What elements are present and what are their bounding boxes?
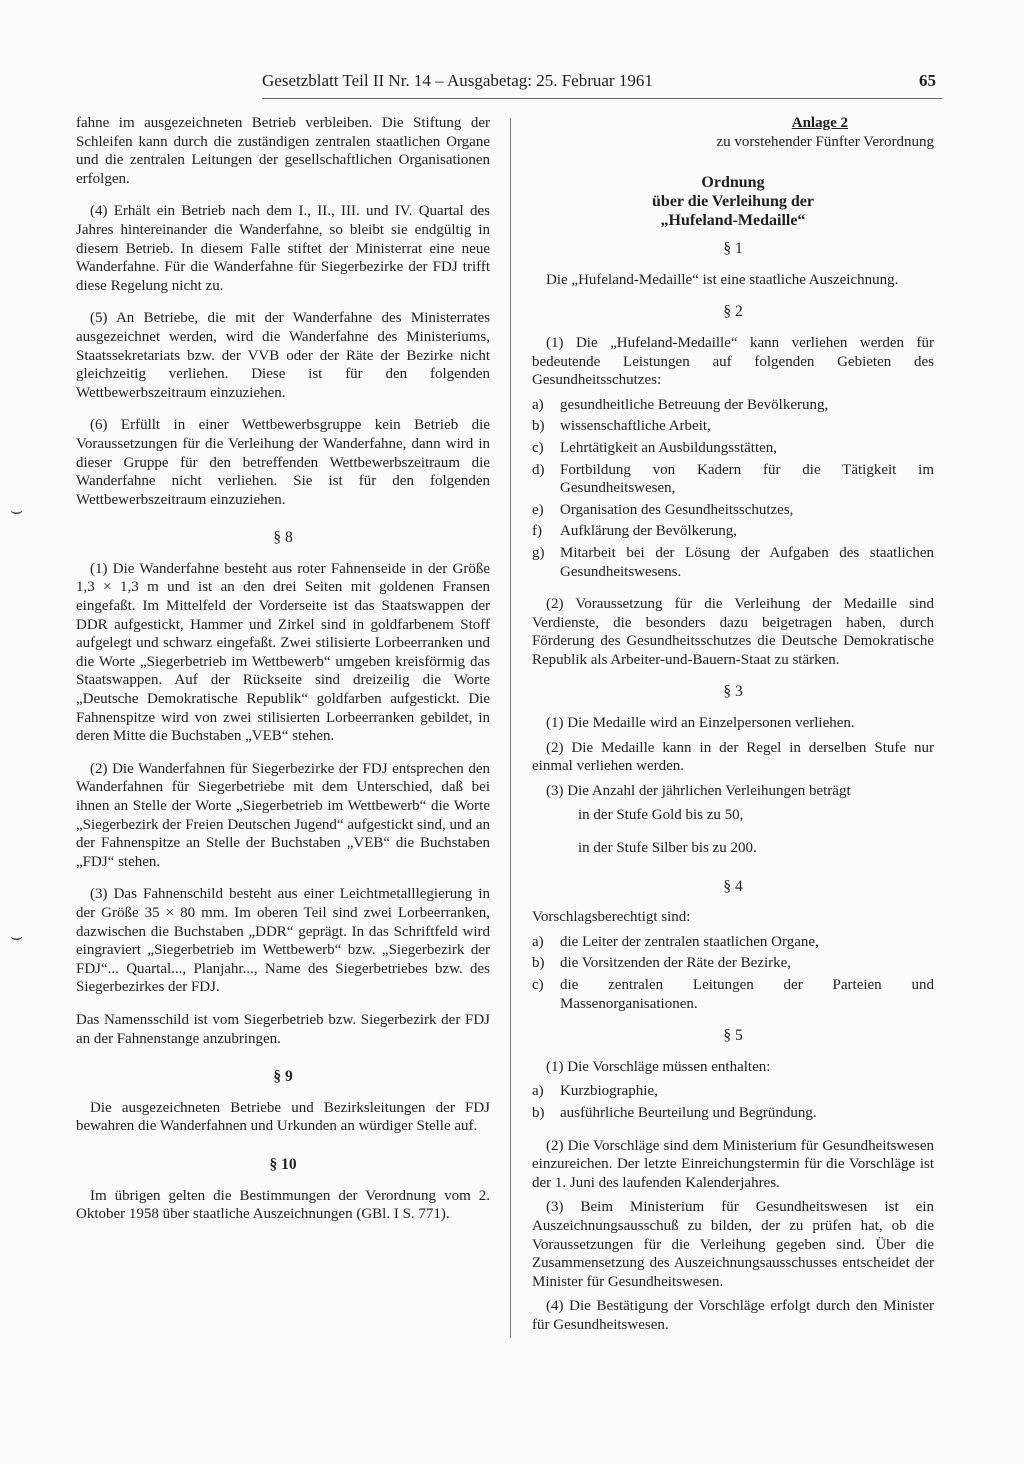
section-heading: § 5 (723, 1027, 743, 1045)
paragraph: (1) Die „Hufeland-Medaille“ kann verliehen werden für bedeutende Leistungen auf folgenden Gebieten des Gesundheitsschutzes: (532, 334, 934, 389)
section-heading: § 4 (723, 877, 743, 895)
proposer-list (532, 933, 934, 1013)
paragraph: (3) Das Fahnenschild besteht aus einer Leichtmetalllegierung in der Größe 35 × 80 mm. Im oberen Teil sind zwei Lorbeerranken, dazwischen die Buchstaben „DDR“ geprägt. In das Schriftfeld wird eingraviert „Siegerbetrieb im Wettbewerb“ bzw. „Siegerbezirk der FDJ“... Quartal..., Planjahr..., Name des Siegerbetriebes bzw. des Siegerbezirkes der FDJ. (76, 886, 490, 996)
right-column (532, 114, 934, 1341)
section-heading: § 1 (723, 240, 743, 258)
section-heading: § 8 (273, 529, 293, 547)
list-item: b) wissenschaftliche Arbeit, (532, 418, 711, 435)
list-item: e) Organisation des Gesundheitsschutzes, (532, 501, 794, 518)
paragraph: (1) Die Wanderfahne besteht aus roter Fahnenseide in der Größe 1,3 × 1,3 m und ist an den drei Seiten mit goldenen Fransen eingefaßt. Im Mittelfeld der Vorderseite ist das Staatswappen der DDR aufgestickt, Hammer und Zirkel sind in goldfarbenem Stoff aufgelegt und schwarz eingefaßt. Zwei stilisierte Lorbeerranken und die Worte „Siegerbetrieb im Wettbewerb“ umgeben kreisförmig das Staatswappen. Auf der Rückseite sind dreizeilig die Worte „Deutsche Demokratische Republik“ goldfarben aufgestickt. Die Fahnenspitze wird von zwei stilisierten Lorbeerranken gebildet, in deren Mitte die Buchstaben „VEB“ stehen. (76, 560, 490, 745)
proposal-content-list (532, 1082, 934, 1122)
header-rule (262, 98, 942, 99)
paragraph: (6) Erfüllt in einer Wettbewerbsgruppe kein Betrieb die Voraussetzungen für die Verleihung der Wanderfahne, dann wird in dieser Gruppe für den betreffenden Wettbewerbszeitraum die Wanderfahne nicht verliehen. Sie ist für den folgenden Wettbewerbszeitraum einzuziehen. (76, 417, 490, 508)
paragraph: Das Namensschild ist vom Siegerbetrieb bzw. Siegerbezirk der FDJ an der Fahnenstange anzubringen. (76, 1011, 490, 1047)
list-item: f) Aufklärung der Bevölkerung, (532, 523, 738, 540)
title-line: Ordnung (701, 174, 765, 192)
paragraph: (1) Die Medaille wird an Einzelpersonen verliehen. (546, 715, 855, 732)
column-divider (510, 118, 511, 1338)
annex-subtitle: zu vorstehender Fünfter Verordnung (716, 133, 934, 150)
section-heading: § 3 (723, 683, 743, 701)
list-item: b) ausführliche Beurteilung und Begründung. (532, 1104, 817, 1121)
list-item: d) Fortbildung von Kadern für die Tätigkeit im Gesundheitswesen, (532, 461, 934, 497)
page-number: 65 (919, 71, 936, 90)
list-item: a) die Leiter der zentralen staatlichen Organe, (532, 933, 819, 950)
title-line: „Hufeland-Medaille“ (660, 212, 806, 230)
paragraph: (2) Die Wanderfahnen für Siegerbezirke der FDJ entsprechen den Wanderfahnen für Siegerbetriebe mit dem Unterschied, daß bei ihnen an Stelle der Worte „Siegerbetrieb im Wettbewerb“ die Worte „Siegerbezirk der Freien Deutschen Jugend“ aufgestickt sind, und an der Fahnenspitze an Stelle der Buchstaben „VEB“ die Buchstaben „FDJ“ stehen. (76, 760, 490, 870)
list-item: a) Kurzbiographie, (532, 1083, 658, 1100)
section-heading: § 2 (723, 303, 743, 321)
paragraph: (2) Voraussetzung für die Verleihung der Medaille sind Verdienste, die besonders dazu beigetragen haben, durch Förderung des Gesundheitsschutzes die Deutsche Demokratische Republik als Arbeiter-und-Bauern-Staat zu stärken. (532, 596, 934, 668)
paragraph: (2) Die Medaille kann in der Regel in derselben Stufe nur einmal verliehen werden. (532, 739, 934, 775)
margin-tick-mark: ⌣ (10, 926, 24, 948)
paragraph: (4) Die Bestätigung der Vorschläge erfolgt durch den Minister für Gesundheitswesen. (532, 1298, 934, 1333)
paragraph: Die ausgezeichneten Betriebe und Bezirksleitungen der FDJ bewahren die Wanderfahnen und Urkunden an würdiger Stelle auf. (76, 1099, 490, 1135)
list-item: a) gesundheitliche Betreuung der Bevölkerung, (532, 396, 829, 413)
annex-label: Anlage 2 (791, 115, 848, 131)
paragraph: fahne im ausgezeichneten Betrieb verbleiben. Die Stiftung der Schleifen kann durch die zuständigen zentralen staatlichen Organe und die zentralen Leitungen der gesellschaftlichen Organisationen erfolgen. (76, 115, 490, 187)
left-column (76, 114, 490, 1238)
paragraph: (1) Die Vorschläge müssen enthalten: (546, 1058, 771, 1075)
ordinance-title (532, 173, 934, 230)
paragraph: (5) An Betriebe, die mit der Wanderfahne des Ministerrates ausgezeichnet werden, wird die Wanderfahne des Ministeriums, Staatssekretariats bzw. der VVB oder der Räte der Bezirke nicht gleichzeitig verliehen. Diese ist für den folgenden Wettbewerbszeitraum einzuziehen. (76, 310, 490, 401)
list-item: g) Mitarbeit bei der Lösung der Aufgaben des staatlichen Gesundheitswesens. (532, 544, 934, 580)
paragraph: Im übrigen gelten die Bestimmungen der Verordnung vom 2. Oktober 1958 über staatliche Auszeichnungen (GBl. I S. 771). (76, 1187, 490, 1223)
paragraph: (3) Die Anzahl der jährlichen Verleihungen beträgt (546, 782, 851, 799)
paragraph: Vorschlagsberechtigt sind: (532, 909, 691, 926)
paragraph: Die „Hufeland-Medaille“ ist eine staatliche Auszeichnung. (546, 271, 899, 288)
section-heading: § 9 (273, 1068, 293, 1086)
quota-line: in der Stufe Gold bis zu 50, (578, 807, 744, 824)
title-line: über die Verleihung der (652, 193, 814, 211)
paragraph: (3) Beim Ministerium für Gesundheitswesen ist ein Auszeichnungsausschuß zu bilden, der zu prüfen hat, ob die Voraussetzungen für die Verleihung gegeben sind. Über die Zusammensetzung des Auszeichnungsausschusses entscheidet der Minister für Gesundheitswesen. (532, 1199, 934, 1290)
list-item: c) Lehrtätigkeit an Ausbildungsstätten, (532, 439, 778, 456)
list-item: b) die Vorsitzenden der Räte der Bezirke, (532, 955, 792, 972)
section-heading: § 10 (269, 1155, 297, 1173)
page-header (262, 71, 942, 101)
paragraph: (4) Erhält ein Betrieb nach dem I., II., III. und IV. Quartal des Jahres hintereinander die Wanderfahne, so bleibt sie endgültig in diesem Betrieb. In diesem Falle stiftet der Ministerrat eine neue Wanderfahne. Für die Wanderfahne für Siegerbezirke der FDJ trifft diese Regelung nicht zu. (76, 203, 490, 294)
quota-line: in der Stufe Silber bis zu 200. (578, 840, 757, 857)
list-item: c) die zentralen Leitungen der Parteien und Massenorganisationen. (532, 977, 934, 1012)
paragraph: (2) Die Vorschläge sind dem Ministerium für Gesundheitswesen einzureichen. Der letzte Einreichungstermin für die Vorschläge ist der 1. Juni des laufenden Kalenderjahres. (532, 1137, 934, 1191)
header-title: Gesetzblatt Teil II Nr. 14 – Ausgabetag: 25. Februar 1961 (262, 71, 653, 90)
criteria-list (532, 396, 934, 581)
margin-tick-mark: ⌣ (10, 500, 24, 522)
